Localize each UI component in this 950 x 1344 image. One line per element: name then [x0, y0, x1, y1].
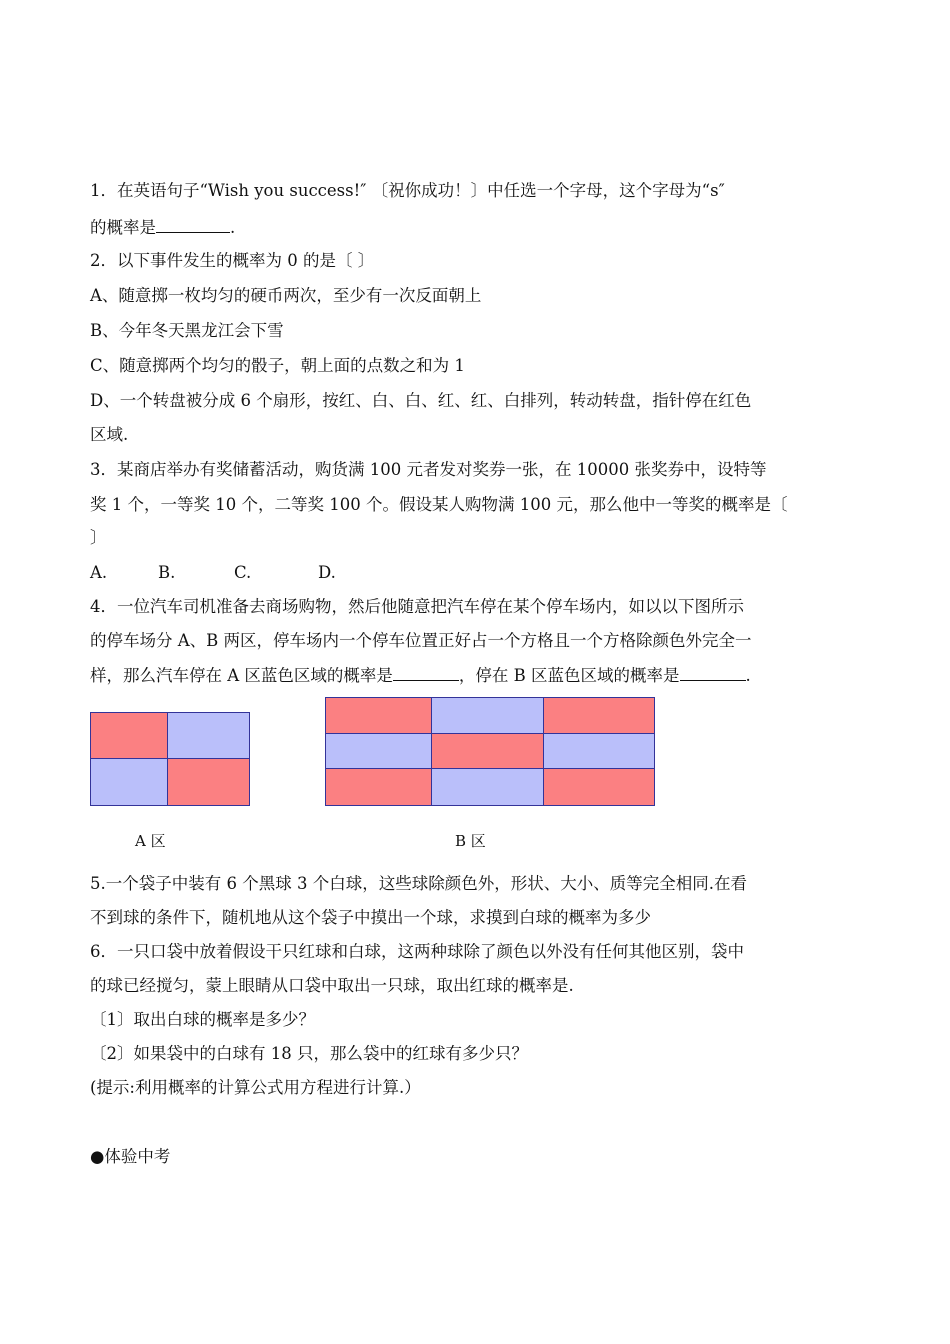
question-3-line-1: 3．某商店举办有奖储蓄活动，购货满 100 元者发对奖券一张，在 10000 张奖券中，设特等 — [90, 460, 767, 479]
option-b[interactable]: B. — [158, 563, 176, 582]
area-a-label: A 区 — [135, 832, 166, 850]
area-b-cell-r0c2 — [543, 697, 655, 735]
answer-blank-1[interactable] — [156, 216, 230, 233]
option-d[interactable]: D. — [318, 563, 336, 582]
question-6-part-2: 〔2〕如果袋中的白球有 18 只，那么袋中的红球有多少只？ — [90, 1044, 528, 1063]
question-6-part-1: 〔1〕取出白球的概率是多少？ — [90, 1010, 315, 1029]
question-4-line-2: 的停车场分 A、B 两区，停车场内一个停车位置正好占一个方格且一个方格除颜色外完全一 — [90, 631, 752, 650]
parking-area-b — [325, 697, 655, 806]
question-2-option-a: A、随意掷一枚均匀的硬币两次，至少有一次反面朝上 — [90, 286, 482, 305]
area-a-cell-r0c1 — [167, 712, 250, 760]
section-heading: ●体验中考 — [90, 1147, 171, 1166]
period: . — [230, 218, 236, 237]
answer-blank-a[interactable] — [393, 664, 459, 681]
question-3-line-2: 奖 1 个，一等奖 10 个，二等奖 100 个。假设某人购物满 100 元，那么他中一等奖的概率是〔 — [90, 495, 788, 514]
question-2-option-b: B、今年冬天黑龙江会下雪 — [90, 321, 284, 340]
question-4-line-3 — [90, 664, 751, 686]
question-1-line-2 — [90, 216, 235, 238]
area-b-cell-r1c0 — [325, 733, 433, 770]
area-b-cell-r1c2 — [543, 733, 655, 770]
question-6-line-2: 的球已经搅匀，蒙上眼睛从口袋中取出一只球，取出红球的概率是. — [90, 976, 574, 995]
answer-blank-b[interactable] — [680, 664, 746, 681]
area-a-cell-r1c1 — [167, 758, 250, 806]
question-4-text-a: 样，那么汽车停在 A 区蓝色区域的概率是 — [90, 666, 393, 685]
area-b-cell-r2c0 — [325, 768, 433, 806]
area-b-cell-r2c1 — [431, 768, 545, 806]
area-b-label: B 区 — [455, 832, 486, 850]
question-1-line-1: 1．在英语句子“Wish you success!″ 〔祝你成功！〕中任选一个字母，这个字母为“s″ — [90, 181, 725, 200]
question-2-option-d-line-1: D、一个转盘被分成 6 个扇形，按红、白、白、红、红、白排列，转动转盘，指针停在红色 — [90, 391, 752, 410]
area-a-cell-r1c0 — [90, 758, 168, 806]
area-b-cell-r0c1 — [431, 697, 545, 735]
question-1-text: 的概率是 — [90, 218, 156, 237]
question-5-line-2: 不到球的条件下，随机地从这个袋子中摸出一个球，求摸到白球的概率为多少 — [90, 908, 651, 927]
area-b-cell-r2c2 — [543, 768, 655, 806]
question-6-line-1: 6．一只口袋中放着假设干只红球和白球，这两种球除了颜色以外没有任何其他区别，袋中 — [90, 942, 744, 961]
area-b-cell-r1c1 — [431, 733, 545, 770]
question-4-text-b: ，停在 B 区蓝色区域的概率是 — [458, 666, 680, 685]
question-5-line-1: 5.一个袋子中装有 6 个黑球 3 个白球，这些球除颜色外，形状、大小、质等完全相同.在看 — [90, 874, 747, 893]
parking-area-a — [90, 712, 250, 806]
area-b-cell-r0c0 — [325, 697, 433, 735]
option-c[interactable]: C. — [234, 563, 252, 582]
question-2-option-d-line-2: 区域. — [90, 425, 129, 444]
question-4-line-1: 4．一位汽车司机准备去商场购物，然后他随意把汽车停在某个停车场内，如以以下图所示 — [90, 597, 744, 616]
area-a-cell-r0c0 — [90, 712, 168, 760]
question-2-option-c: C、随意掷两个均匀的骰子，朝上面的点数之和为 1 — [90, 356, 465, 375]
option-a[interactable]: A. — [90, 563, 108, 582]
question-3-line-3: 〕 — [90, 528, 107, 547]
question-6-hint: (提示:利用概率的计算公式用方程进行计算.） — [90, 1078, 421, 1097]
question-2: 2．以下事件发生的概率为 0 的是〔 〕 — [90, 251, 375, 270]
question-3-options — [90, 562, 336, 584]
period: . — [745, 666, 751, 685]
